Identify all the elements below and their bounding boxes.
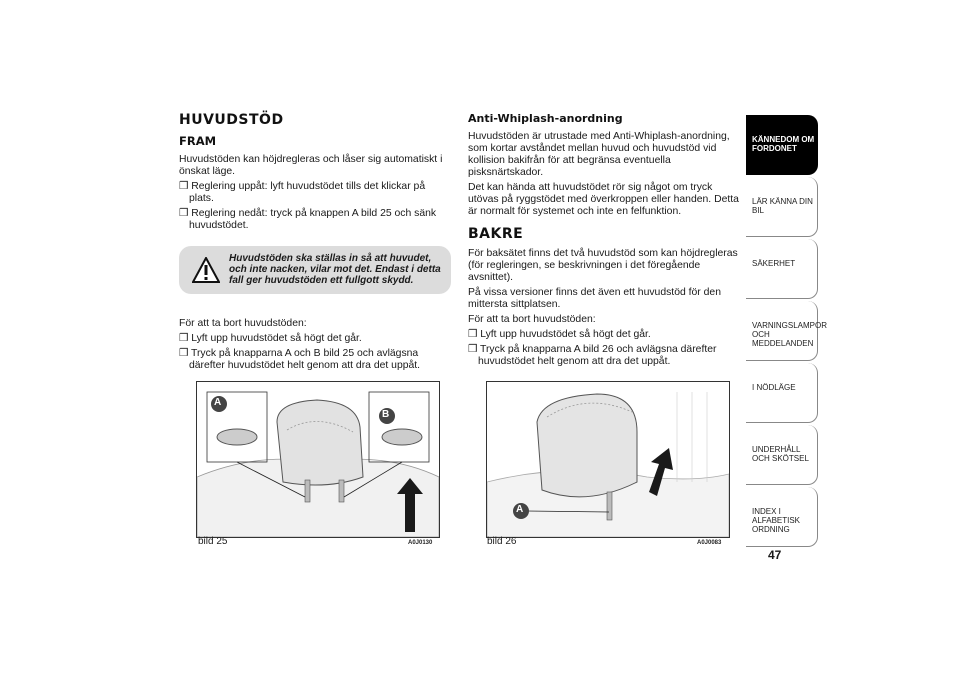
figure-caption: bild 25	[198, 536, 228, 547]
subheading-anti-whiplash: Anti-Whiplash-anordning	[468, 112, 623, 125]
tab-label: LÄR KÄNNA DIN BIL	[752, 197, 813, 215]
figure-25	[196, 381, 440, 538]
left-column	[179, 112, 451, 375]
label-b: B	[382, 409, 390, 420]
bullet-item: ❒ Tryck på knapparna A bild 26 och avlägsna därefter huvudstödet helt genom att dra det uppåt.	[468, 344, 717, 367]
tab-index[interactable]	[746, 487, 818, 547]
bullet-item: ❒ Lyft upp huvudstödet så högt det går.	[179, 333, 362, 344]
section-heading-bakre: BAKRE	[468, 226, 524, 242]
paragraph: På vissa versioner finns det även ett huvudstöd för den mittersta sittplatsen.	[468, 287, 721, 310]
figure-code: A0J0083	[697, 540, 722, 546]
tab-label: INDEX I ALFABETISK ORDNING	[752, 507, 801, 534]
tab-sakerhet[interactable]	[746, 239, 818, 299]
tab-label: I NÖDLÄGE	[752, 383, 796, 392]
tab-i-nodlage[interactable]	[746, 363, 818, 423]
tab-label: KÄNNEDOM OM FORDONET	[752, 135, 815, 153]
figure-caption: bild 26	[487, 536, 517, 547]
warning-text: Huvudstöden ska ställas in så att huvudet, och inte nacken, vilar mot det. Endast i detta fall ger huvudstöden ett fullgott skydd.	[229, 253, 441, 286]
bullet-item: ❒ Tryck på knapparna A och B bild 25 och avlägsna därefter huvudstödet helt genom att dra det uppåt.	[179, 348, 421, 371]
right-column	[468, 112, 740, 371]
figure-26	[486, 381, 730, 538]
section-heading: HUVUDSTÖD	[179, 112, 284, 128]
label-a: A	[516, 504, 524, 515]
tab-lar-kanna-din-bil[interactable]	[746, 177, 818, 237]
bullet-item: ❒ Reglering uppåt: lyft huvudstödet tills det klickar på plats.	[179, 181, 426, 204]
tab-varningslampor[interactable]	[746, 301, 827, 361]
tab-underhall-och-skotsel[interactable]	[746, 425, 818, 485]
paragraph: För baksätet finns det två huvudstöd som kan höjdregleras (för regleringen, se beskrivningen i det föregående avsnittet).	[468, 248, 738, 283]
subheading-fram: FRAM	[179, 134, 217, 148]
bullet-item: ❒ Reglering nedåt: tryck på knappen A bild 25 och sänk huvudstödet.	[179, 208, 437, 231]
tab-kannedom-om-fordonet[interactable]	[746, 115, 818, 175]
remove-intro: För att ta bort huvudstöden:	[179, 318, 307, 329]
warning-triangle-icon	[192, 257, 220, 288]
figure-code: A0J0130	[408, 540, 433, 546]
tab-label: SÄKERHET	[752, 259, 796, 268]
paragraph: Det kan hända att huvudstödet rör sig något om tryck utövas på ryggstödet med överkroppen eller handen. Detta är normalt för systemet och inte en felfunktion.	[468, 182, 739, 217]
paragraph: Huvudstöden är utrustade med Anti-Whiplash-anordning, som kortar avståndet mellan huvud och huvudstöd vid kollision bakifrån för att begränsa eventuella pisksnärtskador.	[468, 131, 730, 178]
warning-box	[179, 246, 451, 294]
intro-text: Huvudstöden kan höjdregleras och låser sig automatiskt i önskat läge.	[179, 154, 443, 177]
headrest-front-illustration	[197, 382, 439, 537]
label-a: A	[214, 397, 222, 408]
remove-intro: För att ta bort huvudstöden:	[468, 314, 596, 325]
tab-label: UNDERHÅLL OCH SKÖTSEL	[752, 445, 809, 463]
tab-label: VARNINGSLAMPOR OCH MEDDELANDEN	[752, 321, 827, 348]
page-number: 47	[768, 548, 782, 562]
bullet-item: ❒ Lyft upp huvudstödet så högt det går.	[468, 329, 651, 340]
headrest-rear-illustration	[487, 382, 729, 537]
